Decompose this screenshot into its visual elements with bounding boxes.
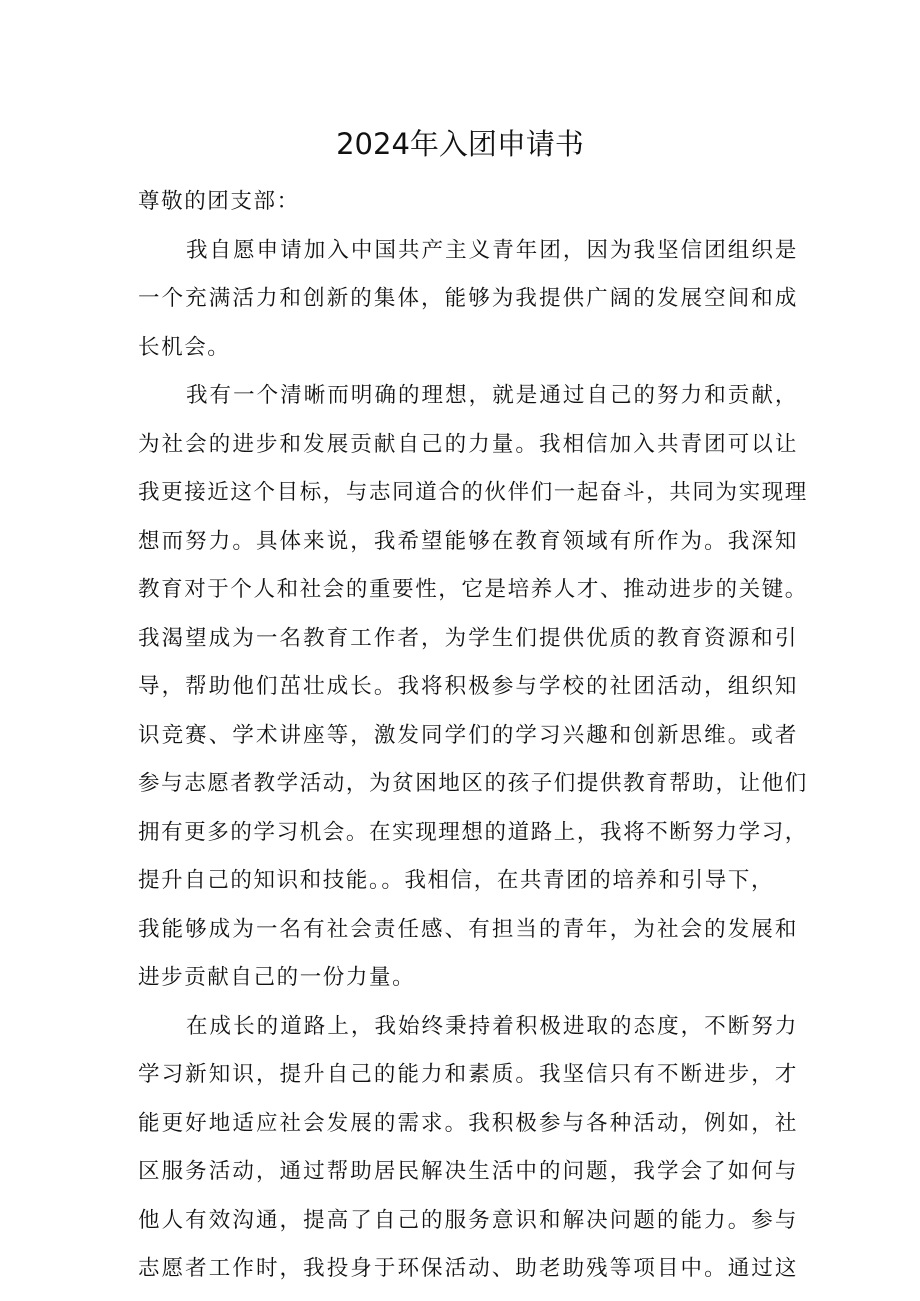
paragraph-line: 长机会。 bbox=[138, 334, 231, 360]
paragraph-line: 我能够成为一名有社会责任感、有担当的青年，为社会的发展和 bbox=[138, 916, 798, 942]
paragraph-line: 提升自己的知识和技能。。我相信，在共青团的培养和引导下， bbox=[138, 868, 775, 893]
paragraph-line: 学习新知识，提升自己的能力和素质。我坚信只有不断进步，才 bbox=[138, 1062, 798, 1087]
paragraph-1 bbox=[138, 227, 798, 373]
paragraph-line: 想而努力。具体来说，我希望能够在教育领域有所作为。我深知 bbox=[138, 528, 798, 554]
paragraph-line: 识竞赛、学术讲座等，激发同学们的学习兴趣和创新思维。或者 bbox=[138, 722, 798, 748]
paragraph-line: 为社会的进步和发展贡献自己的力量。我相信加入共青团可以让 bbox=[138, 431, 798, 457]
salutation: 尊敬的团支部： bbox=[138, 189, 300, 214]
paragraph-line: 志愿者工作时，我投身于环保活动、助老助残等项目中。通过这 bbox=[138, 1256, 798, 1281]
paragraph-line: 我更接近这个目标，与志同道合的伙伴们一起奋斗，共同为实现理 bbox=[138, 480, 808, 505]
paragraph-line: 能更好地适应社会发展的需求。我积极参与各种活动，例如，社 bbox=[138, 1110, 798, 1136]
paragraph-line: 我有一个清晰而明确的理想，就是通过自己的努力和贡献， bbox=[186, 383, 798, 408]
paragraph-line: 导，帮助他们茁壮成长。我将积极参与学校的社团活动，组织知 bbox=[138, 674, 798, 699]
paragraph-line: 在成长的道路上，我始终秉持着积极进取的态度，不断努力 bbox=[186, 1013, 798, 1039]
paragraph-line: 拥有更多的学习机会。在实现理想的道路上，我将不断努力学习， bbox=[138, 819, 808, 845]
paragraph-line: 教育对于个人和社会的重要性，它是培养人才、推动进步的关键。 bbox=[138, 577, 808, 602]
paragraph-2 bbox=[138, 372, 808, 1003]
paragraph-line: 我渴望成为一名教育工作者，为学生们提供优质的教育资源和引 bbox=[138, 625, 798, 651]
paragraph-3 bbox=[138, 1003, 798, 1294]
paragraph-line: 他人有效沟通，提高了自己的服务意识和解决问题的能力。参与 bbox=[138, 1207, 798, 1233]
document-title: 2024年入团申请书 bbox=[336, 127, 584, 161]
paragraph-line: 区服务活动，通过帮助居民解决生活中的问题，我学会了如何与 bbox=[138, 1159, 798, 1184]
paragraph-line: 我自愿申请加入中国共产主义青年团，因为我坚信团组织是 bbox=[186, 237, 798, 263]
paragraph-line: 参与志愿者教学活动，为贫困地区的孩子们提供教育帮助，让他们 bbox=[138, 771, 808, 796]
paragraph-line: 进步贡献自己的一份力量。 bbox=[138, 965, 416, 990]
document-body bbox=[138, 178, 808, 1294]
paragraph-line: 一个充满活力和创新的集体，能够为我提供广阔的发展空间和成 bbox=[138, 286, 798, 311]
